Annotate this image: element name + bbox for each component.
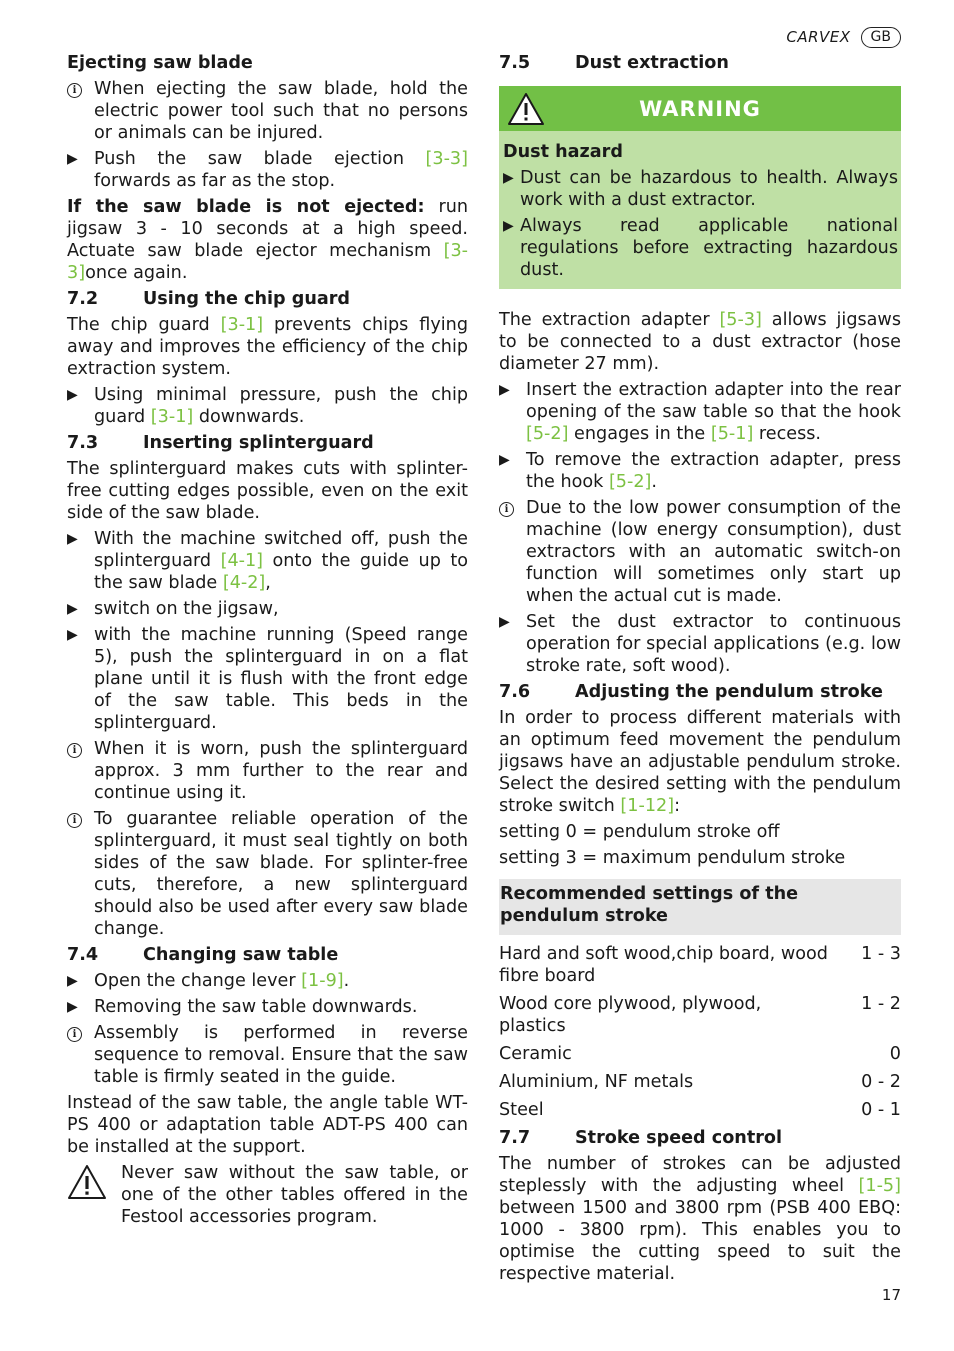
warning-panel [499,131,901,289]
ref-link: [1-12] [620,796,675,816]
recommended-settings-table [499,943,901,1121]
saw-table-para: Instead of the saw table, the angle table WT-PS 400 or adaptation table ADT-PS 400 can be installed at the support. [67,1093,468,1157]
table-row: Hard and soft wood,chip board, wood fibre board 1 - 3 [499,944,901,986]
hazard-item-2: ▶ Always read applicable national regulations before extracting hazardous dust. [503,216,898,280]
info-icon: i [67,743,82,758]
pendulum-setting-3: setting 3 = maximum pendulum stroke [499,848,846,868]
info-icon: i [67,813,82,828]
page-header [786,26,901,48]
ref-link: [1-5] [858,1176,901,1196]
country-badge: GB [861,27,901,48]
arrow-bullet-icon: ▶ [67,387,78,403]
arrow-bullet-icon: ▶ [503,218,514,234]
eject-info: i When ejecting the saw blade, hold the electric power tool such that no persons or animals can be injured. [67,78,468,144]
pendulum-para: In order to process different materials with an optimum feed movement the pendulum jigsaws have an adjustable pendulum stroke. Select the desired setting with the pendulum stroke switch [1-12]: [499,708,901,816]
arrow-bullet-icon: ▶ [67,151,78,167]
left-column [67,52,468,1228]
arrow-bullet-icon: ▶ [67,973,78,989]
splinterguard-info-2: i To guarantee reliable operation of the splinterguard, it must seal tightly on both sides of the saw blade. For splinter-free cuts, therefore, a new splinterguard should also be used after every saw blade change. [67,808,468,940]
warning-triangle-icon [67,1162,121,1228]
ref-link: [3-1] [220,315,264,335]
table-row: Wood core plywood, plywood, plastics 1 - 2 [499,994,901,1036]
extraction-step-1: ▶ Insert the extraction adapter into the rear opening of the saw table so that the hook [5-2] engages in the [5-1] recess. [499,380,901,444]
section-7-7-heading: 7.7 Stroke speed control [499,1128,783,1148]
extraction-step-3: ▶ Set the dust extractor to continuous operation for special applications (e.g. low stroke rate, soft wood). [499,612,901,676]
no-eject-para: If the saw blade is not ejected: run jigsaw 3 - 10 seconds at a high speed. Actuate saw blade ejector mechanism [3-3]once again. [67,197,468,283]
arrow-bullet-icon: ▶ [503,170,514,186]
splinterguard-step-1: ▶ With the machine switched off, push the splinterguard [4-1] onto the guide up to the saw blade [4-2], [67,529,469,593]
arrow-bullet-icon: ▶ [67,627,78,643]
chip-guard-para: The chip guard [3-1] prevents chips flying away and improves the efficiency of the chip extraction system. [67,315,468,379]
ref-link: [3-3] [67,241,468,283]
saw-table-info: i Assembly is performed in reverse sequence to removal. Ensure that the saw table is firmly seated in the guide. [67,1022,468,1088]
ref-link: [1-9] [301,971,344,991]
brand-label: CARVEX [786,28,851,46]
extraction-info: i Due to the low power consumption of the machine (low energy consumption), dust extractors with an automatic switch-on function will sometimes only start up when the actual cut is made. [499,497,901,607]
right-column [499,52,901,1285]
pendulum-setting-0: setting 0 = pendulum stroke off [499,822,780,842]
saw-table-step-1: ▶ Open the change lever [1-9]. [67,971,350,991]
arrow-bullet-icon: ▶ [67,999,78,1015]
splinterguard-step-3: ▶ with the machine running (Speed range 5), push the splinterguard in on a flat plane until it is flush with the front edge of the saw table. This beds in the splinterguard. [67,625,468,733]
ref-link: [4-1] [220,551,264,571]
stroke-speed-para: The number of strokes can be adjusted steplessly with the adjusting wheel [1-5] between 1500 and 3800 rpm (PSB 400 EBQ: 1000 - 3800 rpm). This enables you to optimise the cutting speed to suit the respective material. [499,1154,901,1284]
table-row: Steel 0 - 1 [499,1100,901,1120]
page-number: 17 [881,1286,901,1304]
eject-title: Ejecting saw blade [67,53,253,73]
arrow-bullet-icon: ▶ [67,531,78,547]
section-7-2-heading: 7.2 Using the chip guard [67,289,350,309]
info-icon: i [499,502,514,517]
warning-banner [499,86,901,131]
ref-link: [3-3] [425,149,468,169]
info-icon: i [67,83,82,98]
hazard-item-1: ▶ Dust can be hazardous to health. Always work with a dust extractor. [503,168,898,210]
section-7-5-heading: 7.5 Dust extraction [499,53,729,73]
ref-link: [5-1] [710,424,754,444]
eject-step: ▶ Push the saw blade ejection [3-3] forwards as far as the stop. [67,149,468,191]
ref-link: [4-2] [222,573,266,593]
chip-guard-step: ▶ Using minimal pressure, push the chip guard [3-1] downwards. [67,385,468,427]
ref-link: [5-3] [719,310,762,330]
saw-table-step-2: ▶ Removing the saw table downwards. [67,997,418,1017]
splinterguard-step-2: ▶ switch on the jigsaw, [67,599,279,619]
extraction-step-2: ▶ To remove the extraction adapter, press the hook [5-2]. [499,450,901,492]
arrow-bullet-icon: ▶ [499,452,510,468]
arrow-bullet-icon: ▶ [499,614,510,630]
warning-label: WARNING [639,96,761,121]
ref-link: [3-1] [150,407,194,427]
saw-table-warning-note: Never saw without the saw table, or one of the other tables offered in the Festool accessories program. [67,1162,468,1228]
arrow-bullet-icon: ▶ [67,601,78,617]
section-7-4-heading: 7.4 Changing saw table [67,945,339,965]
splinterguard-info-1: i When it is worn, push the splinterguard approx. 3 mm further to the rear and continue using it. [67,738,468,804]
arrow-bullet-icon: ▶ [499,382,510,398]
section-7-6-heading: 7.6 Adjusting the pendulum stroke [499,682,883,702]
info-icon: i [67,1027,82,1042]
table-row: Ceramic 0 [499,1044,901,1064]
ref-link: [5-2] [608,472,652,492]
table-row: Aluminium, NF metals 0 - 2 [499,1072,901,1092]
hazard-title: Dust hazard [503,142,623,162]
recommended-settings-title: Recommended settings of the pendulum stroke [499,879,901,935]
section-7-3-heading: 7.3 Inserting splinterguard [67,433,374,453]
splinterguard-para: The splinterguard makes cuts with splinter-free cutting edges possible, even on the exit side of the saw blade. [67,459,468,523]
extraction-para: The extraction adapter [5-3] allows jigsaws to be connected to a dust extractor (hose diameter 27 mm). [499,310,901,374]
ref-link: [5-2] [526,424,569,444]
